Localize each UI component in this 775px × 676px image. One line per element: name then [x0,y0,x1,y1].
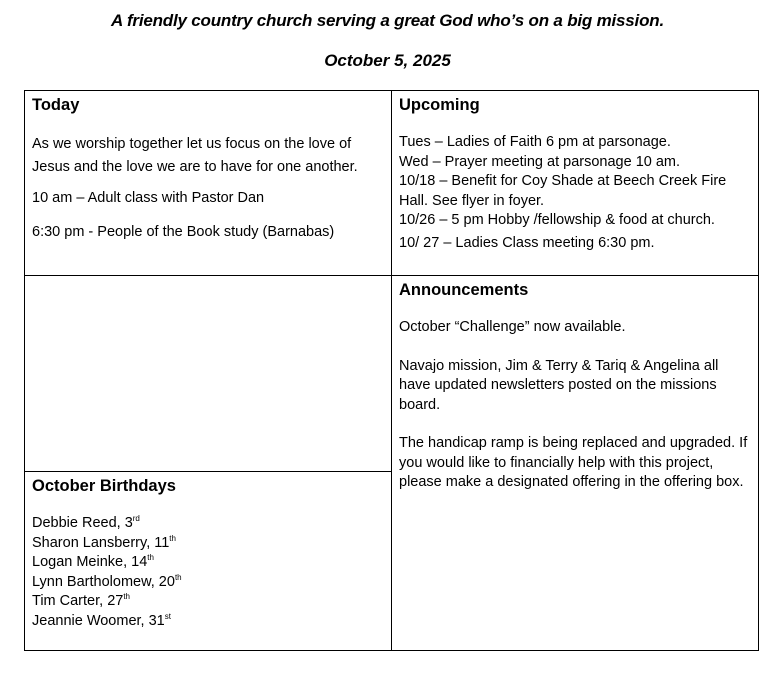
upcoming-item: 10/26 – 5 pm Hobby /fellowship & food at church. [399,212,715,228]
upcoming-title: Upcoming [399,96,480,114]
today-paragraph: 6:30 pm - People of the Book study (Barnabas) [32,223,335,240]
announcement-item: Navajo mission, Jim & Terry & Tariq & Angelina all have updated newsletters posted on the missions board. [399,357,719,413]
today-title: Today [32,96,80,114]
today-paragraph: 10 am – Adult class with Pastor Dan [32,190,265,206]
announcement-item: The handicap ramp is being replaced and upgraded. If you would like to financially help with this project, please make a designated offering in the offering box. [399,435,748,490]
birthday-item: Debbie Reed, 3rd [32,514,140,531]
upcoming-section [392,91,758,275]
announcements-title: Announcements [399,281,529,299]
birthday-item: Jeannie Woomer, 31st [32,611,171,629]
birthday-item: Tim Carter, 27th [32,592,130,609]
today-section [25,91,391,275]
upcoming-item: 10/18 – Benefit for Coy Shade at Beech Creek Fire Hall. See flyer in foyer. [399,173,727,209]
birthday-item: Lynn Bartholomew, 20th [32,572,182,590]
upcoming-item: Tues – Ladies of Faith 6 pm at parsonage. [399,134,671,150]
birthdays-section [25,472,391,650]
upcoming-item: 10/ 27 – Ladies Class meeting 6:30 pm. [399,234,655,251]
birthdays-title: October Birthdays [32,477,176,495]
birthday-item: Logan Meinke, 14th [32,553,154,570]
church-tagline: A friendly country church serving a great God who’s on a big mission. [111,11,664,30]
announcement-item: October “Challenge” now available. [399,319,626,335]
bulletin-table [24,90,759,651]
upcoming-item: Wed – Prayer meeting at parsonage 10 am. [399,153,681,170]
birthday-item: Sharon Lansberry, 11th [32,533,176,551]
today-paragraph: As we worship together let us focus on the love of Jesus and the love we are to have for one another. [32,136,358,175]
announcements-section [392,276,758,650]
bulletin-date: October 5, 2025 [324,51,451,70]
